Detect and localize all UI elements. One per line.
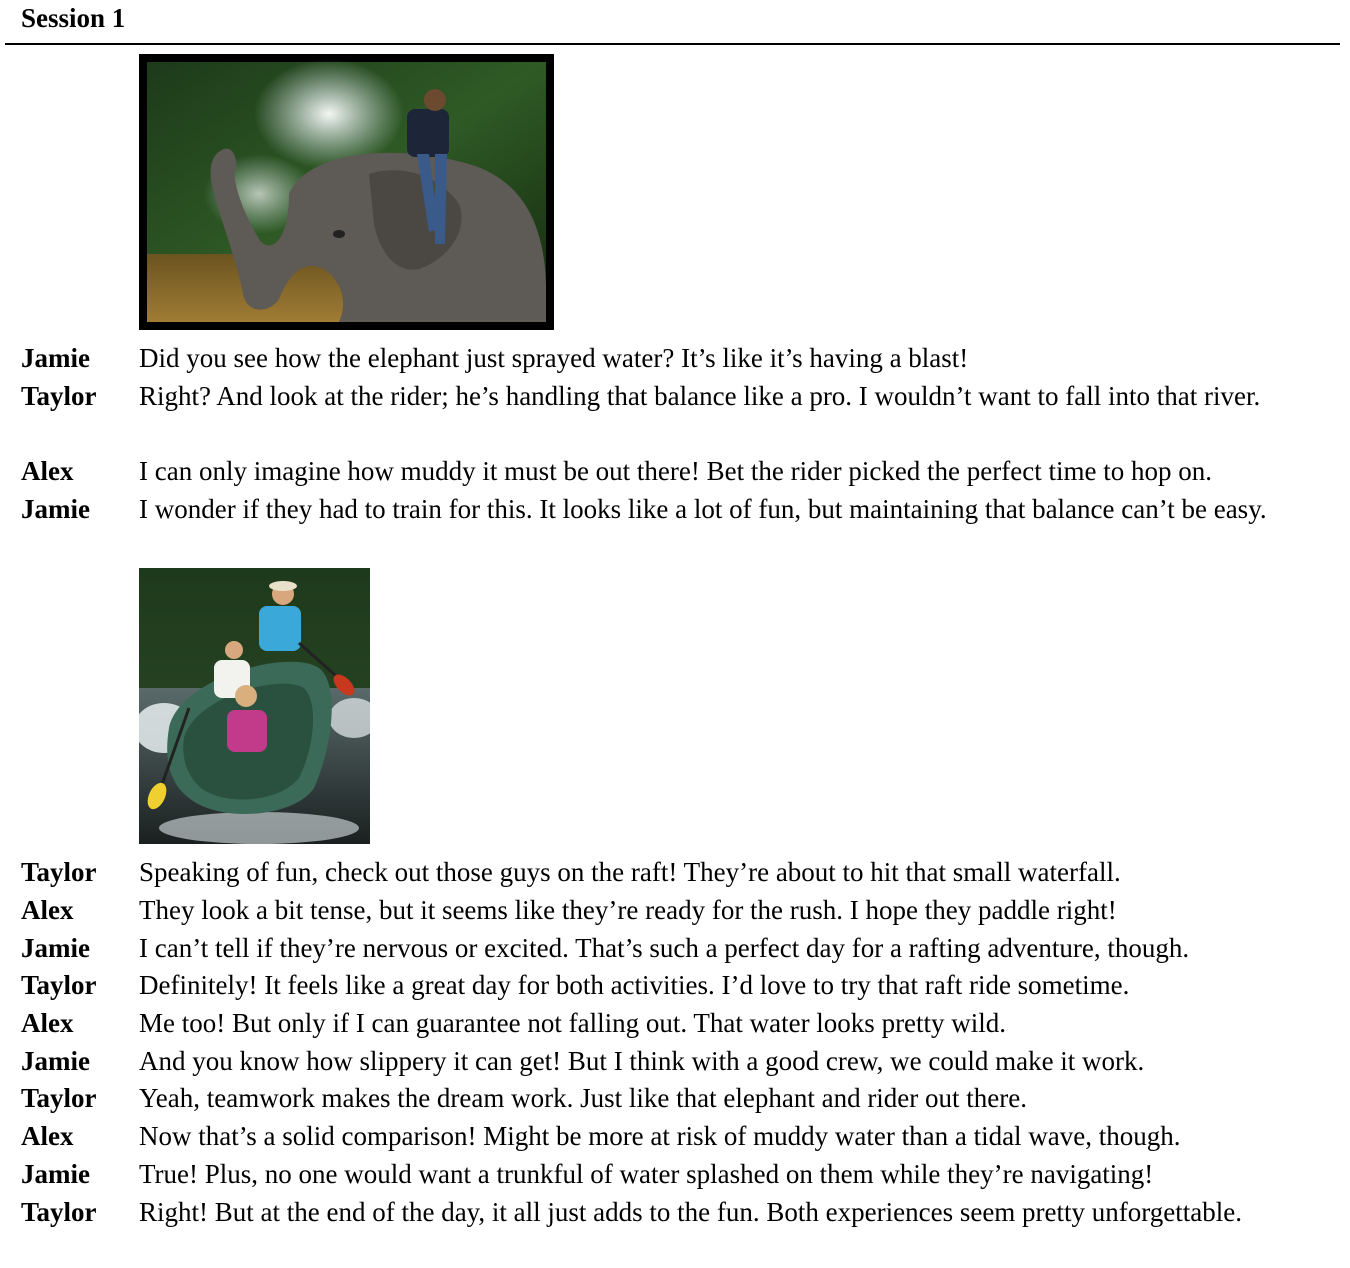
speaker-name: Jamie [21,1159,90,1189]
rafting-photo [139,568,370,844]
speaker-name: Taylor [21,381,97,411]
session-title: Session 1 [21,3,126,33]
speaker-name: Jamie [21,494,90,524]
utterance-text: Right? And look at the rider; he’s handling that balance like a pro. I wouldn’t want to fall into that river. [139,381,1261,411]
speaker-name: Alex [21,1121,74,1151]
speaker-name: Taylor [21,1197,97,1227]
elephant-photo [139,54,554,330]
header-rule [5,43,1340,45]
utterance-text: They look a bit tense, but it seems like they’re ready for the rush. I hope they paddle right! [139,895,1117,925]
utterance-text: Right! But at the end of the day, it all just adds to the fun. Both experiences seem pretty unforgettable. [139,1197,1242,1227]
utterance-text: Me too! But only if I can guarantee not falling out. That water looks pretty wild. [139,1008,1007,1038]
speaker-name: Jamie [21,933,90,963]
utterance-text: Did you see how the elephant just sprayed water? It’s like it’s having a blast! [139,343,969,373]
speaker-name: Jamie [21,1046,90,1076]
utterance-text: I can’t tell if they’re nervous or excited. That’s such a perfect day for a rafting adventure, though. [139,933,1190,963]
speaker-name: Taylor [21,857,97,887]
speaker-name: Jamie [21,343,90,373]
elephant-water-splash-photo-icon [139,54,554,330]
speaker-name: Alex [21,1008,74,1038]
utterance-text: Definitely! It feels like a great day for both activities. I’d love to try that raft ride sometime. [139,970,1130,1000]
speaker-name: Taylor [21,970,97,1000]
utterance-text: I wonder if they had to train for this. It looks like a lot of fun, but maintaining that balance can’t be easy. [139,494,1267,524]
utterance-text: Speaking of fun, check out those guys on the raft! They’re about to hit that small waterfall. [139,857,1121,887]
river-rafting-photo-icon [139,568,370,844]
utterance-text: True! Plus, no one would want a trunkful of water splashed on them while they’re navigating! [139,1159,1154,1189]
utterance-text: Yeah, teamwork makes the dream work. Just like that elephant and rider out there. [139,1083,1027,1113]
utterance-text: And you know how slippery it can get! But I think with a good crew, we could make it work. [139,1046,1145,1076]
speaker-name: Alex [21,895,74,925]
utterance-text: I can only imagine how muddy it must be out there! Bet the rider picked the perfect time to hop on. [139,456,1212,486]
utterance-text: Now that’s a solid comparison! Might be more at risk of muddy water than a tidal wave, though. [139,1121,1181,1151]
speaker-name: Alex [21,456,74,486]
speaker-name: Taylor [21,1083,97,1113]
